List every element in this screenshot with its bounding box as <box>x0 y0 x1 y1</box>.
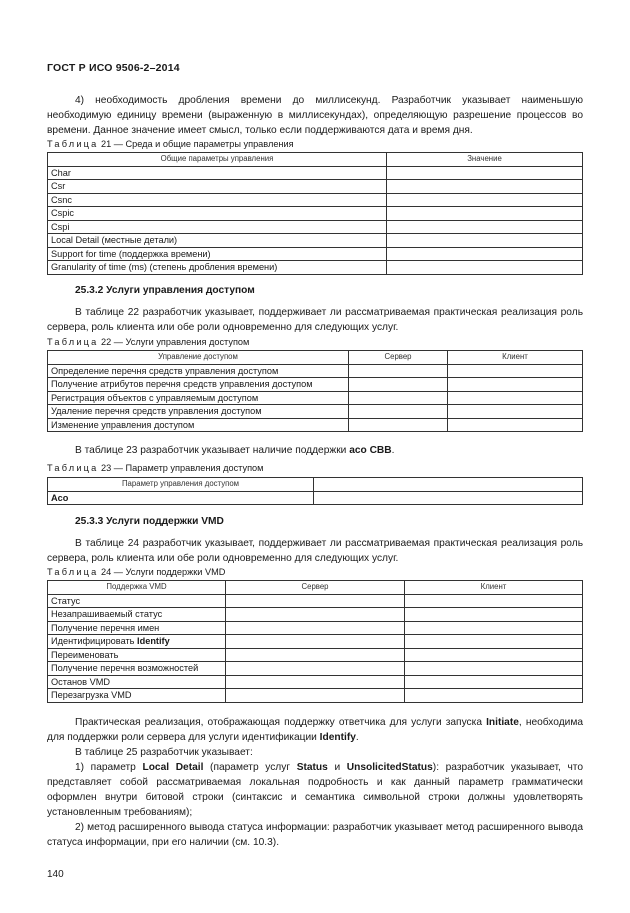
table-24 <box>47 580 583 703</box>
section-25-3-2-heading: 25.3.2 Услуги управления доступом <box>75 285 255 296</box>
table-row: Csr <box>48 180 583 194</box>
table-row: Идентифицировать Identify <box>48 635 583 649</box>
closing-text <box>47 715 583 850</box>
table-row: Незапрашиваемый статус <box>48 608 583 622</box>
table24-header-vmd: Поддержка VMD <box>48 581 226 595</box>
table-row: Изменение управления доступом <box>48 418 583 432</box>
table-row: Удаление перечня средств управления доступом <box>48 405 583 419</box>
table24-header-client: Клиент <box>405 581 583 595</box>
table-22 <box>47 350 583 432</box>
section-25-3-2-paragraph: В таблице 22 разработчик указывает, поддерживает ли рассматриваемая практическая реализация роль сервера, роль клиента или обе роли одновременно для следующих услуг. <box>47 307 583 333</box>
table21-header-params: Общие параметры управления <box>48 153 387 167</box>
table22-caption: Таблица 22 — Услуги управления доступом <box>47 337 250 347</box>
table-23 <box>47 477 583 505</box>
table-row: Cspi <box>48 220 583 234</box>
table-row: Регистрация объектов с управляемым доступом <box>48 391 583 405</box>
table-row: Определение перечня средств управления доступом <box>48 364 583 378</box>
closing-item-1: 1) параметр Local Detail (параметр услуг Status и UnsolicitedStatus): разработчик указывает, что представляет собой рассматриваемая локальная подробность и как данный параметр грамматически оформлен внутри битовой строки (синтаксис и семантика символьной строки должны удовлетворять установленным требованиям); <box>47 762 583 818</box>
section-25-3-3-heading: 25.3.3 Услуги поддержки VMD <box>75 516 224 527</box>
page-number: 140 <box>47 869 64 880</box>
table-row: Granularity of time (ms) (степень дробления времени) <box>48 261 583 275</box>
table-row: Переименовать <box>48 648 583 662</box>
table23-intro-paragraph: В таблице 23 разработчик указывает наличие поддержки aco CBB. <box>75 445 395 456</box>
table-21 <box>47 152 583 275</box>
intro-paragraph: 4) необходимость дробления времени до миллисекунд. Разработчик указывает наименьшую необходимую единицу времени (выраженную в миллисекундах), определяющую разрешение процессов во времени. Данное значение имеет смысл, только если поддерживаются дата и время дня. <box>47 95 583 136</box>
table-row: Перезагрузка VMD <box>48 689 583 703</box>
table22-header-server: Сервер <box>349 351 448 365</box>
table23-caption: Таблица 23 — Параметр управления доступом <box>47 463 264 473</box>
table22-header-access: Управление доступом <box>48 351 349 365</box>
table24-caption: Таблица 24 — Услуги поддержки VMD <box>47 567 226 577</box>
table-row: Останов VMD <box>48 675 583 689</box>
table-row: Aco <box>48 491 583 505</box>
table23-header-param: Параметр управления доступом <box>48 478 314 492</box>
closing-paragraph-initiate: Практическая реализация, отображающая поддержку ответчика для услуги запуска Initiate, необходима для поддержки роли сервера для услуги идентификации Identify. <box>47 717 584 743</box>
table-row: Получение перечня возможностей <box>48 662 583 676</box>
section-25-3-3-paragraph: В таблице 24 разработчик указывает, поддерживает ли рассматриваемая практическая реализация роль сервера, роль клиента или обе роли одновременно для следующих услуг. <box>47 538 583 564</box>
table21-caption: Таблица 21 — Среда и общие параметры управления <box>47 139 294 149</box>
table-row: Получение перечня имен <box>48 621 583 635</box>
table-row: Char <box>48 166 583 180</box>
table-row: Csnc <box>48 193 583 207</box>
table-row: Получение атрибутов перечня средств управления доступом <box>48 378 583 392</box>
table22-header-client: Клиент <box>448 351 583 365</box>
table23-header-value <box>314 478 583 492</box>
table-row: Статус <box>48 594 583 608</box>
table24-header-server: Сервер <box>226 581 405 595</box>
closing-paragraph-table25: В таблице 25 разработчик указывает: <box>75 747 253 758</box>
document-header: ГОСТ Р ИСО 9506-2–2014 <box>47 62 180 74</box>
closing-item-2: 2) метод расширенного вывода статуса информации: разработчик указывает метод расширенного вывода статуса информации, при его наличии (см. 10.3). <box>47 822 583 848</box>
table-row: Cspic <box>48 207 583 221</box>
table-row: Local Detail (местные детали) <box>48 234 583 248</box>
table21-header-value: Значение <box>387 153 583 167</box>
table-row: Support for time (поддержка времени) <box>48 247 583 261</box>
